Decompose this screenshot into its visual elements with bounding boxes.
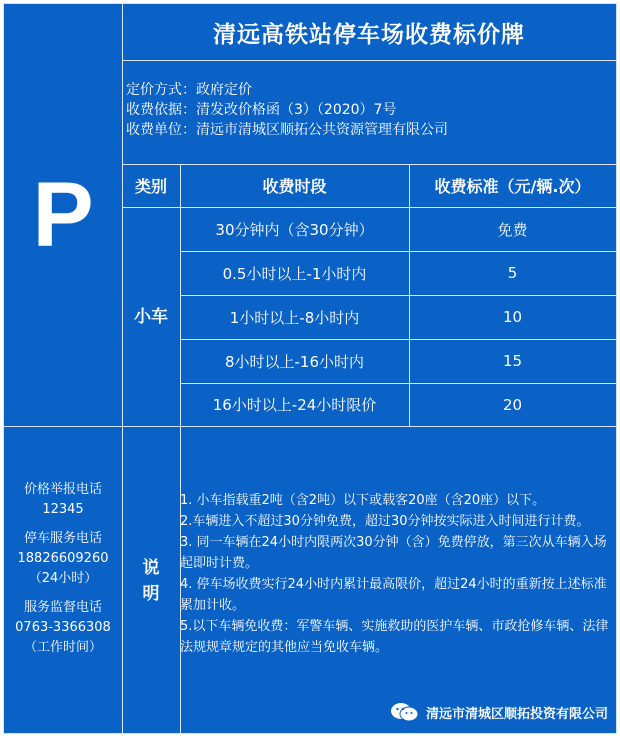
row-fee: 20 [502, 395, 523, 414]
contact-phone: 0763-3366308 [15, 620, 111, 635]
row-period: 16小时以上-24小时限价 [212, 396, 377, 414]
contact-info [4, 480, 122, 667]
category-small-car [122, 207, 180, 426]
price-report-contact [4, 480, 122, 520]
contact-label: 价格举报电话 [23, 482, 102, 497]
publisher-name: 清远市清城区顺拓投资有限公司 [425, 706, 608, 722]
contact-hours: （工作时间） [23, 640, 102, 655]
notes-label-second: 明 [142, 583, 160, 604]
row-fee: 15 [502, 352, 523, 370]
parking-fee-board [3, 3, 617, 734]
charging-unit: 收费单位：清远市清城区顺拓公共资源管理有限公司 [126, 122, 448, 138]
row-period: 1小时以上-8小时内 [229, 308, 360, 327]
note-item: 1. 小车指载重2吨（含2吨）以下或载客20座（含20座）以下。 [180, 493, 546, 508]
fee-basis: 收费依据：清发改价格函（3）（2020）7号 [126, 102, 397, 118]
note-item: 3. 同一车辆在24小时内限两次30分钟（含）免费停放，第三次从车辆入场起即时计费。 [180, 535, 607, 571]
pricing-info [126, 80, 612, 140]
row-fee: 免费 [497, 220, 528, 239]
row-period: 30分钟内（含30分钟） [215, 220, 374, 239]
pricing-method: 定价方式：政府定价 [126, 82, 252, 98]
board-title: 清远高铁站停车场收费标价牌 [213, 21, 525, 48]
note-item: 4. 停车场收费实行24小时内累计最高限价，超过24小时的重新按上述标准累加计收。 [180, 577, 607, 613]
contact-label: 停车服务电话 [23, 531, 102, 546]
publisher-footer [390, 701, 608, 723]
wechat-icon [390, 701, 420, 723]
header-period: 收费时段 [262, 177, 327, 196]
contact-hours: （24小时） [28, 571, 98, 586]
service-supervision-contact [4, 598, 122, 658]
notes-label-first: 说 [142, 557, 160, 578]
row-period: 8小时以上-16小时内 [224, 352, 365, 371]
notes-list [180, 490, 612, 658]
note-item: 5.以下车辆免收费：军警车辆、实施救助的医护车辆、市政抢修车辆、法律法规规章规定的其他应当免收车辆。 [180, 619, 609, 655]
note-item: 2.车辆进入不超过30分钟免费，超过30分钟按实际进入时间进行计费。 [180, 514, 590, 529]
contact-label: 服务监督电话 [23, 600, 102, 615]
row-fee: 10 [502, 308, 523, 326]
parking-sign-letter: P [32, 163, 94, 266]
contact-phone: 18826609260 [17, 551, 109, 566]
contact-phone: 12345 [42, 502, 84, 517]
header-category: 类别 [134, 177, 167, 196]
header-standard: 收费标准（元/辆.次） [434, 177, 591, 196]
category-label: 小车 [134, 306, 168, 327]
parking-service-contact [4, 529, 122, 589]
row-fee: 5 [507, 264, 518, 282]
notes-label [122, 426, 180, 735]
row-period: 0.5小时以上-1小时内 [222, 264, 367, 283]
